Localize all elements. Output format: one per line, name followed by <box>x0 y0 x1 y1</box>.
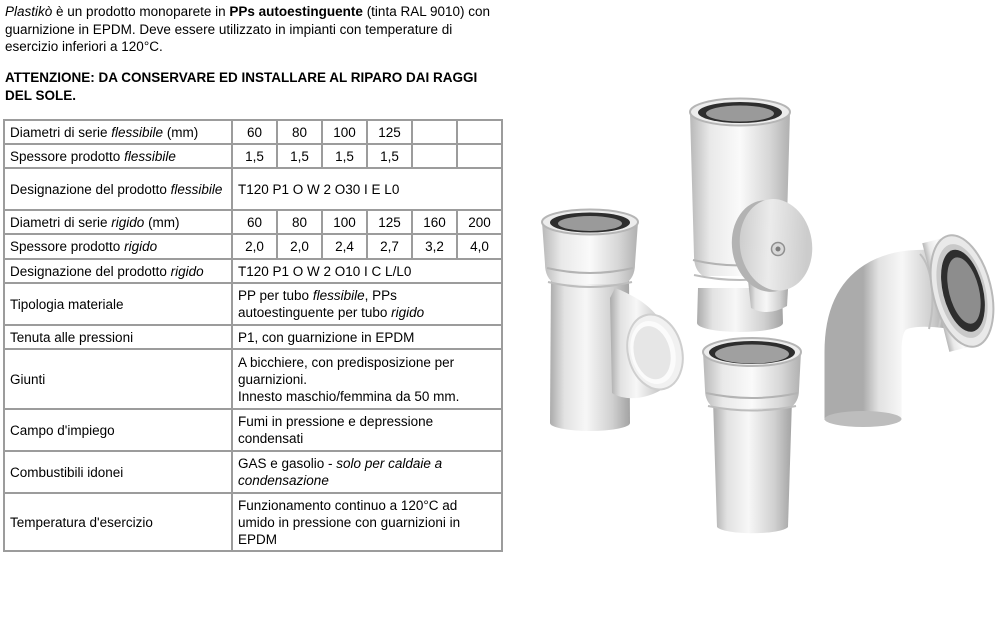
label-text: Designazione del prodotto <box>10 263 171 279</box>
spec-value-cell: 100 <box>322 120 367 144</box>
spec-value-cell: 2,4 <box>322 234 367 259</box>
spec-value-cell <box>412 120 457 144</box>
spec-value-cell: Fumi in pressione e depressione condensati <box>232 409 502 451</box>
table-row <box>4 349 502 409</box>
value-line: A bicchiere, con predisposizione per guarnizioni. <box>238 354 455 387</box>
spec-label-cell: Combustibili idonei <box>4 451 232 493</box>
spec-value-cell: 80 <box>277 210 322 234</box>
spec-value-cell: 125 <box>367 210 412 234</box>
table-row <box>4 325 502 349</box>
spec-value-cell <box>232 451 502 493</box>
intro-text-2: (tinta RAL 9010) con guarnizione in EPDM. Deve essere utilizzato in impianti con temperature di esercizio inferiori a 120°C. <box>5 4 491 54</box>
spec-value-cell: 160 <box>412 210 457 234</box>
table-row <box>4 259 502 283</box>
spec-value-cell: 3,2 <box>412 234 457 259</box>
table-row <box>4 283 502 325</box>
label-text: Spessore prodotto <box>10 148 125 164</box>
label-text: (mm) <box>144 214 180 230</box>
table-row <box>4 451 502 493</box>
table-row <box>4 409 502 451</box>
table-row <box>4 210 502 234</box>
spec-table <box>3 119 503 552</box>
spec-value-cell: 1,5 <box>367 144 412 168</box>
spec-value-cell <box>457 144 502 168</box>
value-line: Innesto maschio/femmina da 50 mm. <box>238 388 460 404</box>
spec-label-cell: Campo d'impiego <box>4 409 232 451</box>
spec-value-cell: Funzionamento continuo a 120°C ad umido in pressione con guarnizioni in EPDM <box>232 493 502 551</box>
table-row <box>4 234 502 259</box>
spec-label-cell: Tipologia materiale <box>4 283 232 325</box>
spec-value-cell: 1,5 <box>232 144 277 168</box>
table-row <box>4 168 502 210</box>
spec-label-cell <box>4 259 232 283</box>
spec-value-cell: P1, con guarnizione in EPDM <box>232 325 502 349</box>
spec-value-cell: 125 <box>367 120 412 144</box>
label-em: rigido <box>111 214 145 230</box>
product-name: Plastikò <box>5 4 53 19</box>
intro-paragraph <box>5 3 507 56</box>
value-text: , PPs autoestinguente per tubo <box>238 288 397 320</box>
spec-value-cell: 60 <box>232 120 277 144</box>
value-em: flessibile <box>312 288 365 303</box>
pipe-tee-figure <box>542 210 690 432</box>
label-em: rigido <box>170 263 204 279</box>
spec-value-cell: 2,0 <box>232 234 277 259</box>
spec-label-cell <box>4 120 232 144</box>
spec-label-cell <box>4 144 232 168</box>
label-text: Diametri di serie <box>10 124 112 140</box>
intro-bold-feature: PPs autoestinguente <box>229 4 363 19</box>
label-text: (mm) <box>163 124 199 140</box>
spec-value-cell: T120 P1 O W 2 O10 I C L/L0 <box>232 259 502 283</box>
spec-value-cell <box>457 120 502 144</box>
spec-label-cell <box>4 234 232 259</box>
spec-value-cell: T120 P1 O W 2 O30 I E L0 <box>232 168 502 210</box>
label-em: rigido <box>124 239 158 254</box>
spec-value-cell <box>232 283 502 325</box>
spec-value-cell: 60 <box>232 210 277 234</box>
spec-label-cell <box>4 210 232 234</box>
spec-value-cell: 1,5 <box>277 144 322 168</box>
table-row <box>4 120 502 144</box>
label-em: flessibile <box>111 124 164 140</box>
table-row <box>4 144 502 168</box>
value-text: PP per tubo <box>238 288 313 303</box>
spec-value-cell: 1,5 <box>322 144 367 168</box>
spec-value-cell: 4,0 <box>457 234 502 259</box>
pipe-elbow-90-figure <box>825 229 1004 427</box>
socket-opening <box>920 229 1004 354</box>
spec-value-cell: 2,0 <box>277 234 322 259</box>
spec-label-cell: Giunti <box>4 349 232 409</box>
spec-value-cell <box>412 144 457 168</box>
spec-value-cell: 100 <box>322 210 367 234</box>
spec-label-cell: Temperatura d'esercizio <box>4 493 232 551</box>
spec-value-cell: 200 <box>457 210 502 234</box>
spec-value-cell: 2,7 <box>367 234 412 259</box>
warning-text: ATTENZIONE: DA CONSERVARE ED INSTALLARE AL RIPARO DAI RAGGI DEL SOLE. <box>5 70 478 103</box>
spec-label-cell: Tenuta alle pressioni <box>4 325 232 349</box>
intro-text-1: è un prodotto monoparete in <box>52 4 230 19</box>
spec-value-cell: 80 <box>277 120 322 144</box>
label-em: flessibile <box>170 181 223 197</box>
spec-value-cell <box>232 349 502 409</box>
value-em: rigido <box>391 305 425 320</box>
value-em: solo per caldaie a condensazione <box>238 456 443 488</box>
label-text: Diametri di serie <box>10 214 112 230</box>
pipe-inspection-tee-figure <box>690 99 819 332</box>
label-text: Spessore prodotto <box>10 239 125 254</box>
value-text: GAS e gasolio - <box>238 456 337 471</box>
label-text: Designazione del prodotto <box>10 181 171 197</box>
spec-label-cell <box>4 168 232 210</box>
label-em: flessibile <box>124 148 176 164</box>
pipe-straight-figure <box>703 338 801 533</box>
product-photos <box>505 0 1007 634</box>
table-row <box>4 493 502 551</box>
